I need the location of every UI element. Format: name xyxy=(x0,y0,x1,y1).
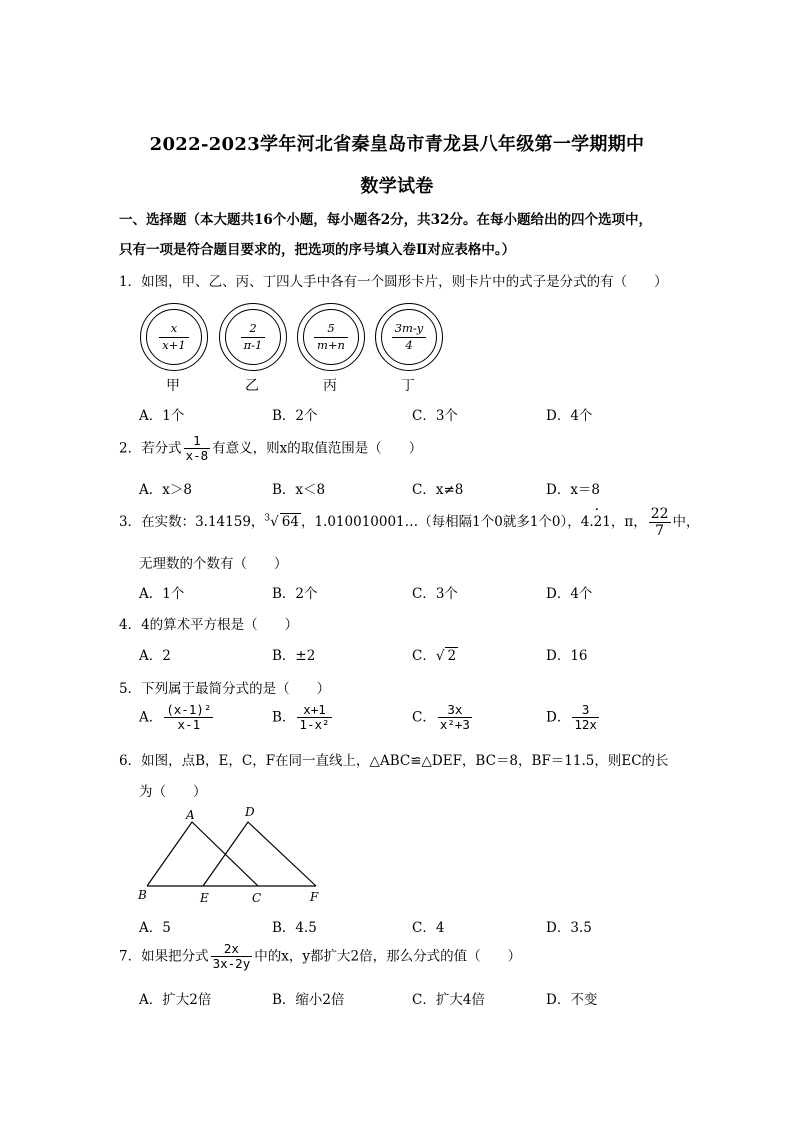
q4-stem: 4．4的算术平方根是（ ） xyxy=(119,617,299,633)
q1-stem: 1．如图，甲、乙、丙、丁四人手中各有一个圆形卡片，则卡片中的式子是分式的有（ ） xyxy=(119,274,668,290)
card-bing-num: 5 xyxy=(314,321,348,337)
q2-prefix: 2．若分式 xyxy=(119,440,182,457)
q3-frac-num: 22 xyxy=(650,506,669,522)
card-bing xyxy=(297,303,365,371)
q6-triangle-figure xyxy=(135,804,335,908)
q2-stem xyxy=(119,434,422,464)
q5-option-d xyxy=(546,703,601,733)
card-ding-num: 3m-y xyxy=(392,321,427,337)
point-b-label: B xyxy=(138,888,147,902)
q3-repeat-digits: · 21 xyxy=(594,514,611,530)
point-d-label: D xyxy=(245,805,255,819)
q3-option-a: A．1个 xyxy=(139,586,185,602)
card-jia-label: 甲 xyxy=(166,378,180,394)
point-f-label: F xyxy=(310,890,319,904)
q5-c-den: x²+3 xyxy=(439,717,470,733)
q5-option-a xyxy=(139,703,215,733)
q2-option-c: C．x≠8 xyxy=(412,482,464,498)
q7-option-d: D．不变 xyxy=(546,992,598,1008)
q4-option-c: C．√ 2 xyxy=(412,648,457,664)
q3-repeat-int: 4. xyxy=(580,514,594,531)
q1-option-d: D．4个 xyxy=(546,408,593,424)
q7-option-c: C．扩大4倍 xyxy=(412,992,485,1008)
q5-c-num: 3x xyxy=(438,703,472,718)
q3-option-c: C．3个 xyxy=(412,586,458,602)
card-yi-label: 乙 xyxy=(245,378,259,394)
card-ding-label: 丁 xyxy=(401,378,415,394)
q2-option-d: D．x＝8 xyxy=(546,482,601,498)
card-yi-den: π-1 xyxy=(243,337,263,352)
card-bing-den: m+n xyxy=(317,337,345,352)
card-jia-den: x+1 xyxy=(162,337,186,352)
q3-middle: ，1.010010001…（每相隔1个0就多1个0）， xyxy=(300,514,581,531)
card-ding xyxy=(375,303,443,371)
q5-option-b-label: B． xyxy=(272,709,296,726)
q6-stem-line2: 为（ ） xyxy=(139,784,207,800)
q5-a-den: x-1 xyxy=(177,717,201,733)
q2-frac-num: 1 xyxy=(184,434,211,449)
card-ding-den: 4 xyxy=(405,337,413,352)
q2-option-b: B．x＜8 xyxy=(272,482,326,498)
q3-prefix: 3．在实数：3.14159， xyxy=(119,514,265,531)
q3-frac-den: 7 xyxy=(655,523,665,540)
card-jia-num: x xyxy=(159,321,188,337)
q6-stem-line1: 6．如图，点B，E，C，F在同一直线上，△ABC≌△DEF，BC＝8，BF＝11.5，则EC的长 xyxy=(119,753,669,769)
q7-suffix: 中的x，y都扩大2倍，那么分式的值（ ） xyxy=(254,948,522,965)
q1-option-c: C．3个 xyxy=(412,408,458,424)
q2-suffix: 有意义，则x的取值范围是（ ） xyxy=(212,440,423,457)
q4-option-c-label: C． xyxy=(412,648,436,664)
q4-option-d: D．16 xyxy=(546,648,588,664)
triangle-def xyxy=(203,822,316,886)
q5-option-c xyxy=(412,703,474,733)
q6-option-b: B．4.5 xyxy=(272,920,317,936)
q5-option-a-label: A． xyxy=(139,709,163,726)
q4-sqrt-value: 2 xyxy=(447,648,457,664)
q1-option-b: B．2个 xyxy=(272,408,318,424)
q5-option-c-label: C． xyxy=(412,709,436,726)
q6-option-a: A．5 xyxy=(139,920,171,936)
point-a-label: A xyxy=(186,808,195,822)
section-instructions-line2: 只有一项是符合题目要求的，把选项的序号填入卷Ⅱ对应表格中。） xyxy=(119,242,516,258)
q7-frac-den: 3x-2y xyxy=(212,956,251,972)
q6-option-d: D．3.5 xyxy=(546,920,592,936)
q2-frac-den: x-8 xyxy=(185,448,209,464)
q5-option-b xyxy=(272,703,334,733)
q3-stem-line2: 无理数的个数有（ ） xyxy=(139,556,288,572)
q1-option-a: A．1个 xyxy=(139,408,185,424)
q6-option-c: C．4 xyxy=(412,920,445,936)
card-yi xyxy=(219,303,287,371)
point-c-label: C xyxy=(252,891,262,905)
q7-frac-num: 2x xyxy=(211,942,253,957)
card-yi-num: 2 xyxy=(241,321,266,337)
q3-pi: ，π， xyxy=(610,514,647,531)
q7-option-a: A．扩大2倍 xyxy=(139,992,212,1008)
q5-d-den: 12x xyxy=(574,717,597,733)
q7-option-b: B．缩小2倍 xyxy=(272,992,345,1008)
q5-stem: 5．下列属于最简分式的是（ ） xyxy=(119,681,331,697)
q3-end: 中， xyxy=(672,514,700,531)
q5-a-num: (x-1)² xyxy=(166,702,212,717)
exam-title: 2022-2023学年河北省秦皇岛市青龙县八年级第一学期期中 xyxy=(149,134,645,155)
q3-stem-line1: 3．在实数：3.14159，$^3$√ 64 ，1.010010001…（每相隔1个0就多1个0），4.· 21，π， $\frac{22}{7}$ 中， xyxy=(119,506,700,539)
point-e-label: E xyxy=(200,891,209,905)
q5-b-num: x+1 xyxy=(297,703,331,718)
q3-option-d: D．4个 xyxy=(546,586,593,602)
q2-option-a: A．x＞8 xyxy=(139,482,192,498)
card-jia xyxy=(140,303,208,371)
q4-option-a: A．2 xyxy=(139,648,171,664)
card-bing-label: 丙 xyxy=(323,378,337,394)
q5-option-d-label: D． xyxy=(546,709,571,726)
q3-cube-index: 3 xyxy=(264,513,271,524)
section-instructions-line1: 一、选择题（本大题共16个小题，每小题各2分，共32分。在每小题给出的四个选项中， xyxy=(119,212,652,228)
exam-subtitle: 数学试卷 xyxy=(360,176,434,197)
q5-d-num: 3 xyxy=(572,703,599,718)
q3-cube-radicand: 64 xyxy=(281,514,299,531)
q7-stem xyxy=(119,942,521,972)
q4-option-b: B．±2 xyxy=(272,648,316,664)
q3-option-b: B．2个 xyxy=(272,586,318,602)
q7-prefix: 7．如果把分式 xyxy=(119,948,209,965)
q5-b-den: 1-x² xyxy=(299,717,330,733)
